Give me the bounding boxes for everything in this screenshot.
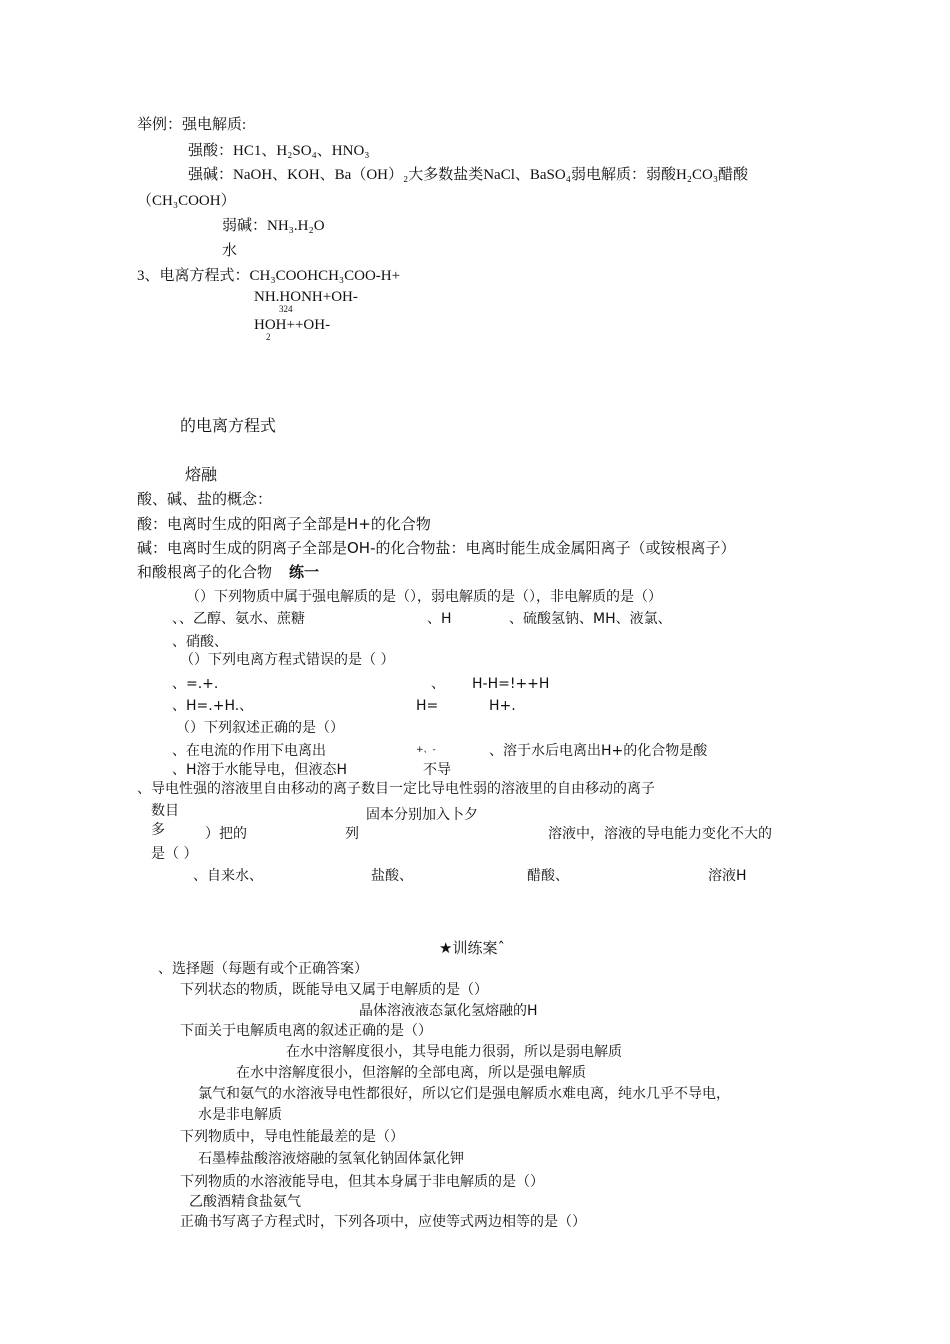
q1-options-d: 、硝酸、 bbox=[172, 634, 228, 650]
subscript-digits: 324 bbox=[279, 304, 293, 314]
training-q5: 正确书写离子方程式时，下列各项中，应使等式两边相等的是（） bbox=[180, 1214, 586, 1230]
training-q4: 下列物质的水溶液能导电，但其本身属于非电解质的是（） bbox=[180, 1174, 544, 1190]
multiple-choice-heading: 、选择题（每题有或个正确答案） bbox=[158, 961, 368, 977]
training-q4-options: 乙酸酒精食盐氨气 bbox=[189, 1194, 301, 1210]
q2-option-d-left: H= bbox=[416, 698, 439, 714]
concepts-heading: 酸、碱、盐的概念： bbox=[137, 490, 273, 508]
q3-ion-signs: +、- bbox=[416, 745, 436, 755]
q2-option-b-mark: 、 bbox=[431, 676, 445, 692]
q4-option-b: 盐酸、 bbox=[371, 868, 413, 884]
question-4-answer-blank: 是（ ） bbox=[151, 846, 198, 862]
q3-option-a: 、在电流的作用下电离出 bbox=[172, 743, 326, 759]
q1-options-c: 、硫酸氢钠、MH、液氯、 bbox=[509, 611, 672, 627]
training-q2-option-d: 水是非电解质 bbox=[198, 1107, 282, 1123]
acid-definition: 酸：电离时生成的阳离子全部是H+的化合物 bbox=[137, 515, 431, 533]
q4-option-c: 醋酸、 bbox=[527, 868, 569, 884]
base-salt-definition: 碱：电离时生成的阴离子全部是OH-的化合物盐：电离时能生成金属阳离子（或铵根离子） bbox=[137, 539, 736, 557]
training-q3-options: 石墨棒盐酸溶液熔融的氢氧化钠固体氯化钾 bbox=[198, 1151, 464, 1167]
training-q1: 下列状态的物质，既能导电又属于电解质的是（） bbox=[180, 982, 488, 998]
training-q2: 下面关于电解质电离的叙述正确的是（） bbox=[180, 1023, 432, 1039]
training-q2-option-a: 在水中溶解度很小，其导电能力很弱，所以是弱电解质 bbox=[286, 1044, 622, 1060]
training-heading: ★训练案ˆ bbox=[439, 939, 505, 957]
acetic-acid-formula: （CH₃COOH） bbox=[137, 193, 236, 209]
q3-option-d-cont: 数目 bbox=[151, 803, 179, 819]
question-3: （）下列叙述正确的是（） bbox=[176, 720, 344, 736]
q4-option-d: 溶液H bbox=[708, 868, 747, 884]
question-4-fragment: 固本分别加入卜夕 bbox=[366, 807, 478, 823]
question-4-start: ）把的 bbox=[205, 826, 247, 842]
q1-options-b: 、H bbox=[427, 611, 452, 627]
q3-option-b: 、溶于水后电离出H+的化合物是酸 bbox=[489, 743, 708, 759]
q3-option-d-end: 多 bbox=[151, 822, 165, 838]
salt-definition-cont: 和酸根离子的化合物 bbox=[137, 563, 273, 581]
q3-option-c: 、H溶于水能导电，但液态H bbox=[172, 762, 348, 778]
question-1: （）下列物质中属于强电解质的是（），弱电解质的是（），非电解质的是（） bbox=[186, 589, 662, 605]
q4-option-a: 、自来水、 bbox=[193, 868, 263, 884]
training-q3: 下列物质中，导电性能最差的是（） bbox=[180, 1129, 404, 1145]
q2-option-b: H-H=!++H bbox=[472, 676, 550, 692]
q2-option-a: 、=.+. bbox=[172, 676, 219, 692]
q3-option-c-cont: 不导 bbox=[423, 762, 451, 778]
q3-option-d: 、导电性强的溶液里自由移动的离子数目一定比导电性弱的溶液里的自由移动的离子 bbox=[137, 781, 655, 797]
water-ionization-equation: HOH++OH- bbox=[254, 317, 331, 333]
practice-one-heading: 练一 bbox=[289, 563, 320, 581]
ionization-equation-label: 的电离方程式 bbox=[180, 416, 277, 435]
ionization-equation-heading: 3、电离方程式：CH₃COOHCH₃COO-H+ bbox=[137, 268, 401, 284]
training-q2-option-b: 在水中溶解度很小，但溶解的全部电离，所以是强电解质 bbox=[236, 1065, 586, 1081]
strong-acids-line: 强酸：HC1、H₂SO₄、HNO₃ bbox=[188, 143, 370, 159]
ammonia-ionization-equation: NH.HONH+OH- bbox=[254, 289, 358, 305]
training-q2-option-c: 氯气和氨气的水溶液导电性都很好，所以它们是强电解质水难电离，纯水几乎不导电， bbox=[198, 1086, 730, 1102]
molten-label: 熔融 bbox=[185, 465, 218, 484]
q1-options-a: 、、乙醇、氨水、蔗糖 bbox=[172, 611, 305, 627]
training-q1-options: 晶体溶液液态氯化氢熔融的H bbox=[359, 1003, 538, 1019]
q2-option-c: 、H=.+H.、 bbox=[172, 698, 254, 714]
question-4-end: 溶液中，溶液的导电能力变化不大的 bbox=[548, 826, 772, 842]
example-heading: 举例：强电解质: bbox=[137, 117, 247, 133]
q2-option-d-right: H+. bbox=[489, 698, 516, 714]
weak-bases-line: 弱碱：NH₃.H₂O bbox=[222, 218, 325, 234]
water-line: 水 bbox=[222, 243, 238, 259]
question-4-mid: 列 bbox=[345, 826, 359, 842]
question-2: （）下列电离方程式错误的是（ ） bbox=[180, 652, 395, 668]
strong-bases-line: 强碱：NaOH、KOH、Ba（OH）₂大多数盐类NaCl、BaSO₄弱电解质：弱酸H₂CO₃醋酸 bbox=[188, 167, 749, 183]
subscript-digit: 2 bbox=[266, 332, 271, 342]
